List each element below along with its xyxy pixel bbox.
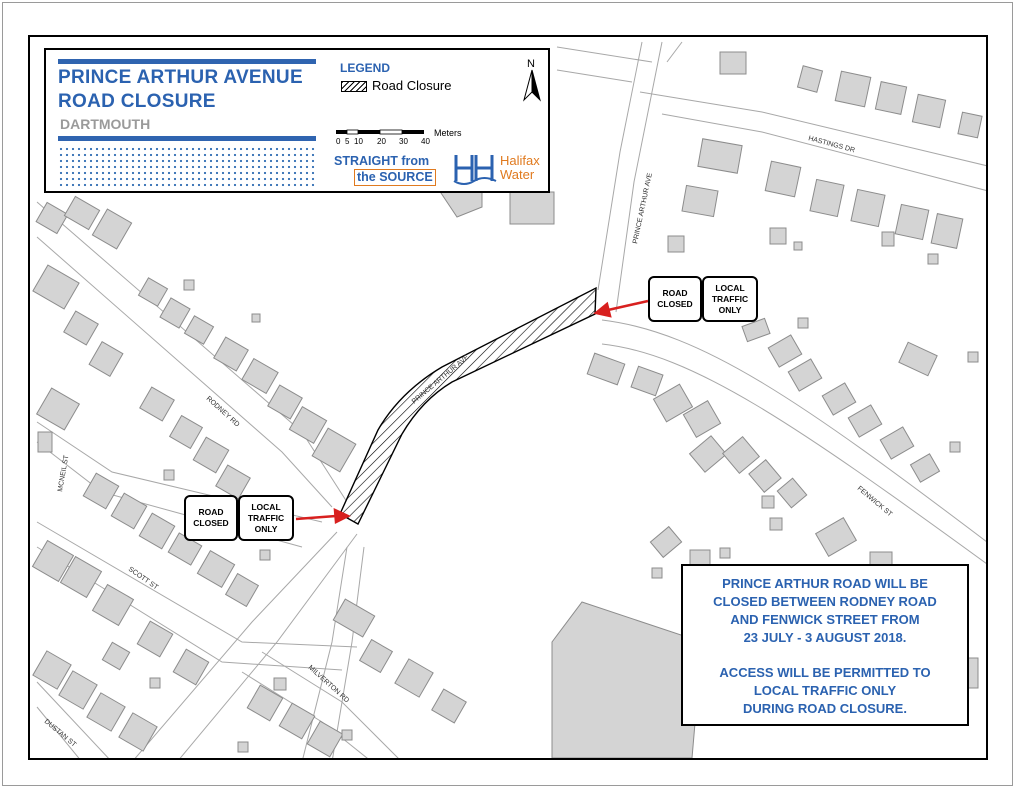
- scale-tick-20: 20: [377, 137, 386, 146]
- notice-line1: PRINCE ARTHUR ROAD WILL BE: [722, 576, 928, 591]
- street-label-milverton: MILVERTON RD: [306, 664, 351, 705]
- title-legend-panel: [44, 48, 550, 193]
- title-bottom-rule: [58, 136, 316, 141]
- north-label: N: [527, 58, 535, 70]
- north-arrow-icon: [520, 56, 544, 104]
- closure-notice-box: [681, 564, 969, 726]
- halifax-line1: Halifax: [500, 153, 540, 168]
- legend-hatch-swatch: [341, 81, 367, 92]
- sign-local-traffic-left: [238, 495, 294, 541]
- dot-pattern-decoration: [58, 146, 316, 190]
- notice-line5: ACCESS WILL BE PERMITTED TO: [719, 665, 931, 680]
- notice-line2: CLOSED BETWEEN RODNEY ROAD: [713, 594, 937, 609]
- title-top-rule: [58, 59, 316, 64]
- street-label-scott: SCOTT ST: [126, 565, 160, 592]
- scale-tick-10: 10: [354, 137, 363, 146]
- closure-arrows: [296, 301, 648, 522]
- straight-logo-line1: STRAIGHT from: [334, 154, 430, 168]
- sign-road-closed-right-text: ROAD CLOSED: [657, 288, 693, 309]
- sign-road-closed-left-text: ROAD CLOSED: [193, 507, 229, 528]
- legend-item-label: Road Closure: [372, 78, 452, 93]
- map-title-line1: PRINCE ARTHUR AVENUE: [58, 67, 303, 88]
- map-subtitle: DARTMOUTH: [60, 116, 151, 132]
- scale-unit-label: Meters: [434, 128, 462, 138]
- street-label-dustan: DUSTAN ST: [42, 718, 78, 749]
- halifax-water-logo-icon: [452, 151, 498, 187]
- sign-local-traffic-right-text: LOCAL TRAFFIC ONLY: [711, 282, 749, 315]
- street-label-prince-arthur-closed: PRINCE ARTHUR AVE: [410, 353, 471, 406]
- scale-tick-0: 0: [336, 137, 341, 146]
- scale-tick-5: 5: [345, 137, 350, 146]
- scale-bar: [335, 128, 435, 150]
- notice-line3: AND FENWICK STREET FROM: [730, 612, 920, 627]
- street-label-rodney: RODNEY RD: [204, 395, 241, 429]
- street-label-mcneil: MCNEIL ST: [57, 454, 71, 493]
- legend-heading: LEGEND: [340, 61, 391, 75]
- sign-local-traffic-right: [702, 276, 758, 322]
- scale-tick-40: 40: [421, 137, 430, 146]
- notice-line6: LOCAL TRAFFIC ONLY: [753, 683, 897, 698]
- notice-line7: DURING ROAD CLOSURE.: [743, 701, 907, 716]
- road-closure-hatch: [340, 288, 596, 524]
- sign-local-traffic-left-text: LOCAL TRAFFIC ONLY: [247, 501, 285, 534]
- scale-tick-30: 30: [399, 137, 408, 146]
- map-title-line2: ROAD CLOSURE: [58, 91, 216, 112]
- sign-road-closed-right: [648, 276, 702, 322]
- straight-logo-line2: the SOURCE: [354, 169, 436, 186]
- halifax-line2: Water: [500, 167, 535, 182]
- straight-from-source-logo: [334, 154, 440, 186]
- street-label-hastings: HASTINGS DR: [807, 135, 856, 155]
- street-label-prince-arthur-north: PRINCE ARTHUR AVE: [632, 172, 654, 245]
- notice-line4: 23 JULY - 3 AUGUST 2018.: [743, 630, 907, 645]
- halifax-water-wordmark: [500, 154, 540, 182]
- sign-road-closed-left: [184, 495, 238, 541]
- notice-spacer: [683, 647, 967, 664]
- street-label-fenwick: FENWICK ST: [855, 485, 894, 519]
